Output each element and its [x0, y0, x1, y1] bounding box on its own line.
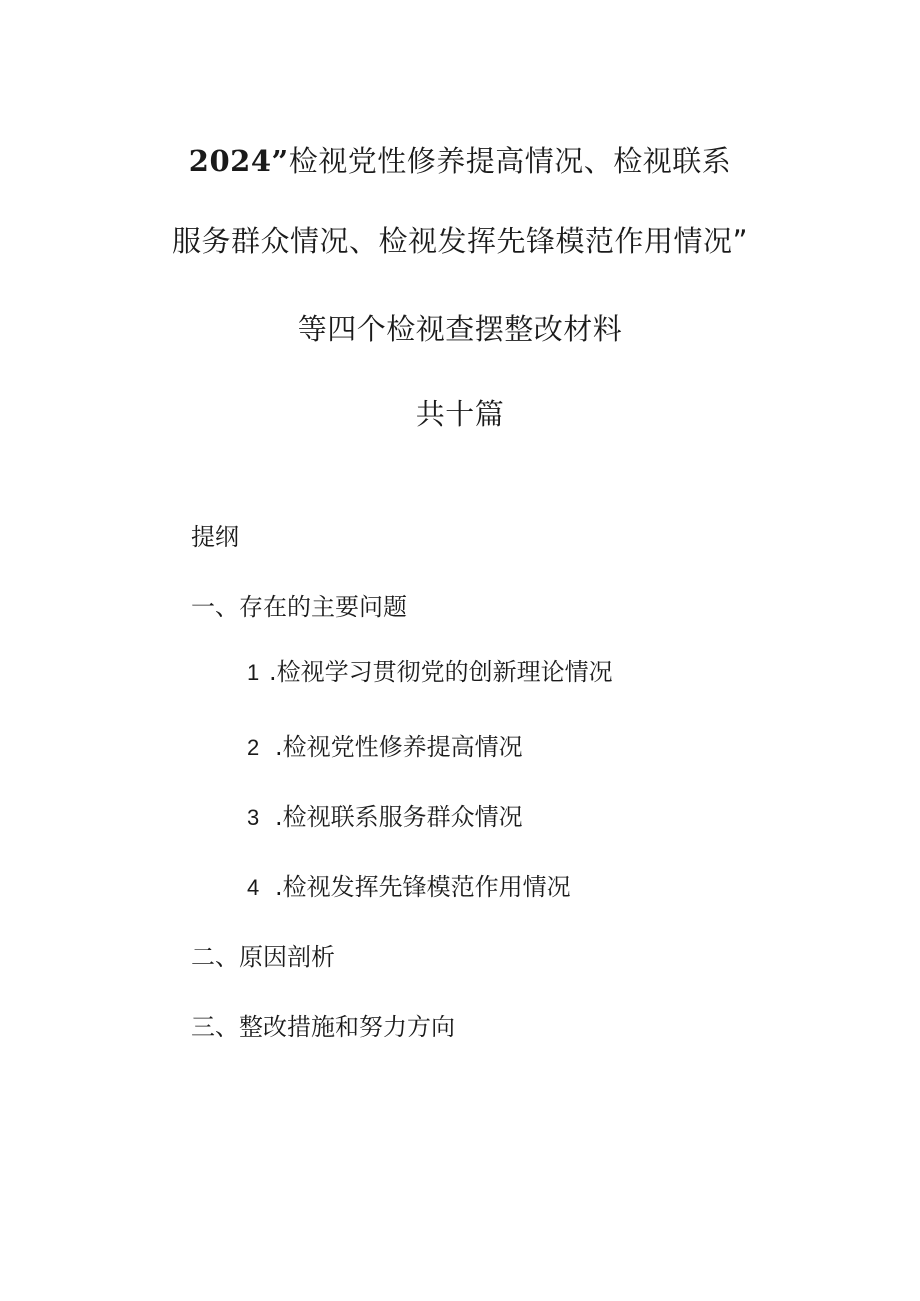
title-year: 2024” [188, 144, 289, 178]
title-line-3: 等四个检视查摆整改材料 [297, 312, 623, 346]
sub-item-number: 1 [247, 660, 260, 685]
sub-item-4 [247, 871, 571, 904]
sub-item-3 [247, 801, 523, 834]
section-heading-3: 三、整改措施和努力方向 [191, 1013, 455, 1041]
title-line-1-text: 检视党性修养提高情况、检视联系 [288, 144, 732, 178]
sub-item-text: .检视党性修养提高情况 [275, 733, 523, 761]
sub-item-number: 4 [247, 875, 260, 900]
sub-item-number: 3 [247, 805, 260, 830]
title-line-2: 服务群众情况、检视发挥先锋模范作用情况” [171, 224, 749, 258]
sub-item-text: .检视联系服务群众情况 [275, 803, 523, 831]
title-line-4: 共十篇 [415, 397, 505, 431]
sub-item-1 [247, 656, 613, 689]
outline-heading: 提纲 [191, 523, 239, 551]
sub-item-2 [247, 731, 523, 764]
sub-item-text: .检视学习贯彻党的创新理论情况 [269, 658, 613, 686]
section-heading-2: 二、原因剖析 [191, 943, 335, 971]
sub-item-text: .检视发挥先锋模范作用情况 [275, 873, 571, 901]
title-line-1 [0, 141, 920, 181]
sub-item-number: 2 [247, 735, 260, 760]
section-heading-1: 一、存在的主要问题 [191, 593, 407, 621]
